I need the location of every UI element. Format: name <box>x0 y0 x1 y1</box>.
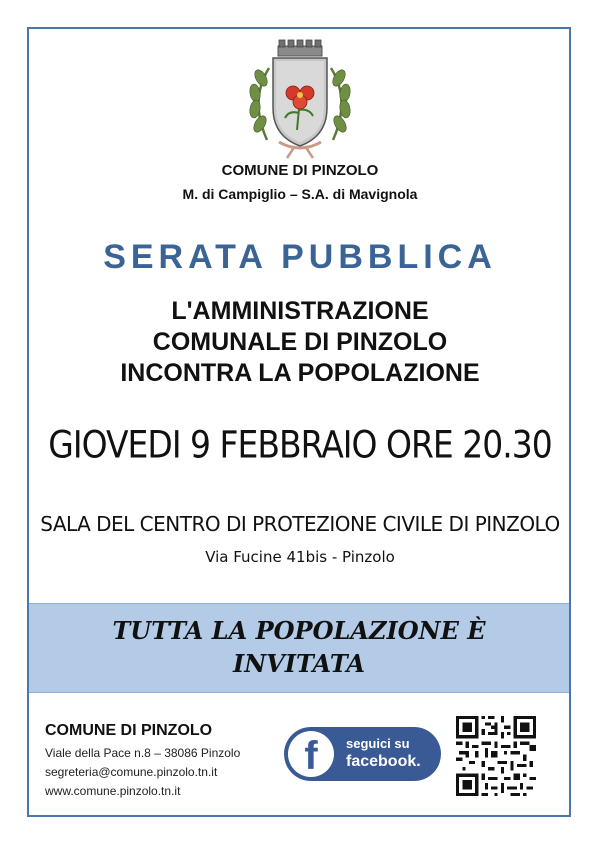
event-address: Via Fucine 41bis - Pinzolo <box>205 548 395 566</box>
event-description-line: INCONTRA LA POPOLAZIONE <box>120 359 480 387</box>
footer-website[interactable]: www.comune.pinzolo.tn.it <box>45 784 181 798</box>
footer-email[interactable]: segreteria@comune.pinzolo.tn.it <box>45 765 218 779</box>
footer-title: COMUNE DI PINZOLO <box>45 722 213 739</box>
event-venue: SALA DEL CENTRO DI PROTEZIONE CIVILE DI PINZOLO <box>40 512 560 536</box>
coat-of-arms-icon <box>235 38 365 163</box>
facebook-text-line1: seguici su <box>346 736 410 751</box>
comune-subtitle: M. di Campiglio – S.A. di Mavignola <box>182 186 418 202</box>
comune-title: COMUNE DI PINZOLO <box>221 162 379 179</box>
invitation-band <box>29 603 569 693</box>
qr-code-icon[interactable] <box>456 716 536 796</box>
event-headline: SERATA PUBBLICA <box>103 238 497 276</box>
footer-address: Viale della Pace n.8 – 38086 Pinzolo <box>45 746 241 760</box>
event-description <box>0 296 600 389</box>
event-description-line: COMUNALE DI PINZOLO <box>152 328 448 356</box>
facebook-text-line2: facebook. <box>346 753 421 770</box>
facebook-badge[interactable] <box>284 727 441 781</box>
event-description-line: L'AMMINISTRAZIONE <box>171 297 429 325</box>
facebook-icon: f <box>288 731 334 777</box>
invitation-line: INVITATA <box>232 649 366 678</box>
invitation-text <box>29 614 569 680</box>
invitation-line: TUTTA LA POPOLAZIONE È <box>112 616 486 645</box>
event-date-time: GIOVEDI 9 FEBBRAIO ORE 20.30 <box>48 422 552 467</box>
